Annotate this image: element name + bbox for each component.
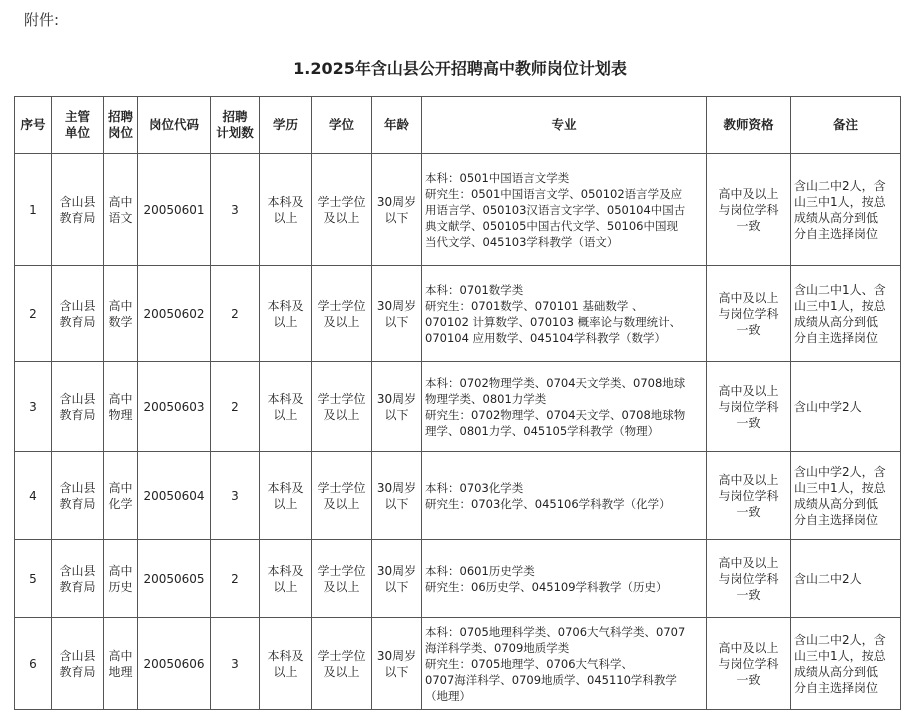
cell-line: 070104 应用数学、045104学科教学（数学）: [425, 330, 666, 345]
cell-degree: [312, 618, 372, 710]
cell-age: [372, 362, 422, 452]
cell-line: 30周岁: [376, 563, 417, 578]
cell-line: 以下: [384, 664, 409, 679]
header-education: 学历: [260, 97, 312, 154]
header-quota: 招聘 计划数: [211, 97, 260, 154]
cell-major: [422, 266, 707, 362]
cell-line: 本科：0705地理科学类、0706大气科学类、0707: [425, 624, 686, 639]
cell-line: 当代文学、045103学科教学（语文）: [425, 234, 619, 249]
cell-line: 本科：0601历史学类: [425, 563, 535, 578]
cell-seq: 4: [15, 452, 52, 540]
cell-line: 含山中学2人: [794, 399, 862, 414]
cell-line: 以上: [273, 579, 298, 594]
cell-line: 及以上: [323, 496, 360, 511]
cell-code: 20050601: [138, 154, 211, 266]
cell-line: 成绩从高分到低: [794, 210, 879, 225]
cell-education: [260, 618, 312, 710]
cell-line: 研究生：0701数学、070101 基础数学 、: [425, 298, 644, 313]
cell-line: 高中及以上: [718, 640, 779, 655]
cell-position: [104, 540, 138, 618]
cell-major: [422, 154, 707, 266]
cell-unit: [52, 540, 104, 618]
cell-line: 山三中1人，按总: [794, 648, 886, 663]
cell-degree: [312, 362, 372, 452]
cell-line: 教育局: [59, 210, 96, 225]
cell-line: 高中及以上: [718, 383, 779, 398]
cell-line: 理学、0801力学、045105学科教学（物理）: [425, 423, 660, 438]
recruitment-plan-table: [14, 96, 901, 710]
header-degree: 学位: [312, 97, 372, 154]
cell-degree: [312, 266, 372, 362]
header-remark: 备注: [791, 97, 901, 154]
cell-line: 本科：0703化学类: [425, 480, 524, 495]
cell-major: [422, 540, 707, 618]
cell-line: 与岗位学科: [718, 656, 779, 671]
cell-line: 一致: [736, 587, 761, 602]
cell-remark: [791, 362, 901, 452]
cell-line: 成绩从高分到低: [794, 496, 879, 511]
cell-line: 研究生：0705地理学、0706大气科学、: [425, 656, 634, 671]
cell-degree: [312, 154, 372, 266]
cell-code: 20050606: [138, 618, 211, 710]
cell-line: 本科及: [267, 480, 304, 495]
cell-line: 高中及以上: [718, 555, 779, 570]
cell-line: 30周岁: [376, 391, 417, 406]
cell-unit: [52, 452, 104, 540]
header-code: 岗位代码: [138, 97, 211, 154]
cell-remark: [791, 154, 901, 266]
cell-line: 学士学位: [317, 648, 366, 663]
cell-line: 海洋科学类、0709地质学类: [425, 640, 570, 655]
cell-position: [104, 154, 138, 266]
cell-line: 含山二中2人，含: [794, 178, 886, 193]
table-row: [15, 452, 901, 540]
cell-quota: 3: [211, 618, 260, 710]
cell-line: 一致: [736, 322, 761, 337]
cell-line: 与岗位学科: [718, 202, 779, 217]
cell-code: 20050605: [138, 540, 211, 618]
cell-line: 教育局: [59, 496, 96, 511]
cell-line: 研究生：06历史学、045109学科教学（历史）: [425, 579, 668, 594]
cell-position: [104, 618, 138, 710]
cell-line: 分自主选择岗位: [794, 330, 879, 345]
cell-line: 教育局: [59, 407, 96, 422]
cell-line: 30周岁: [376, 194, 417, 209]
cell-line: 地理: [108, 664, 133, 679]
cell-seq: 2: [15, 266, 52, 362]
cell-age: [372, 452, 422, 540]
cell-quota: 2: [211, 362, 260, 452]
cell-line: 本科及: [267, 194, 304, 209]
cell-position: [104, 266, 138, 362]
cell-line: 一致: [736, 415, 761, 430]
cell-line: 山三中1人，按总: [794, 480, 886, 495]
cell-line: 研究生：0703化学、045106学科教学（化学）: [425, 496, 671, 511]
cell-line: 本科及: [267, 298, 304, 313]
table-row: [15, 154, 901, 266]
header-unit: 主管 单位: [52, 97, 104, 154]
cell-qualification: [707, 452, 791, 540]
cell-line: 化学: [108, 496, 133, 511]
cell-line: 含山中学2人，含: [794, 464, 886, 479]
cell-education: [260, 452, 312, 540]
cell-education: [260, 154, 312, 266]
cell-seq: 3: [15, 362, 52, 452]
page-title: 1.2025年含山县公开招聘高中教师岗位计划表: [293, 59, 627, 78]
cell-unit: [52, 266, 104, 362]
cell-major: [422, 362, 707, 452]
table-row: [15, 618, 901, 710]
cell-line: 高中: [108, 563, 133, 578]
cell-degree: [312, 452, 372, 540]
cell-unit: [52, 362, 104, 452]
cell-line: 以下: [384, 407, 409, 422]
cell-line: 学士学位: [317, 298, 366, 313]
cell-line: 及以上: [323, 664, 360, 679]
cell-line: 含山县: [59, 298, 96, 313]
cell-qualification: [707, 618, 791, 710]
cell-line: 以上: [273, 664, 298, 679]
cell-remark: [791, 452, 901, 540]
cell-line: 与岗位学科: [718, 306, 779, 321]
cell-age: [372, 154, 422, 266]
table-row: [15, 362, 901, 452]
header-major: 专业: [422, 97, 707, 154]
cell-line: 以上: [273, 314, 298, 329]
header-position: 招聘 岗位: [104, 97, 138, 154]
cell-quota: 3: [211, 154, 260, 266]
cell-line: 以上: [273, 210, 298, 225]
cell-line: 成绩从高分到低: [794, 664, 879, 679]
cell-line: 本科：0702物理学类、0704天文学类、0708地球: [425, 375, 686, 390]
cell-age: [372, 540, 422, 618]
header-row: [15, 97, 901, 154]
cell-line: 成绩从高分到低: [794, 314, 879, 329]
cell-seq: 6: [15, 618, 52, 710]
cell-line: 历史: [108, 579, 133, 594]
cell-line: 以下: [384, 210, 409, 225]
cell-line: 分自主选择岗位: [794, 512, 879, 527]
cell-line: 教育局: [59, 664, 96, 679]
cell-line: 一致: [736, 504, 761, 519]
cell-line: 含山二中2人: [794, 571, 862, 586]
cell-line: 高中及以上: [718, 472, 779, 487]
cell-age: [372, 618, 422, 710]
cell-line: 高中及以上: [718, 186, 779, 201]
cell-line: 高中: [108, 194, 133, 209]
cell-line: 及以上: [323, 579, 360, 594]
cell-line: 以下: [384, 579, 409, 594]
cell-position: [104, 452, 138, 540]
cell-education: [260, 266, 312, 362]
cell-line: 学士学位: [317, 391, 366, 406]
cell-line: 分自主选择岗位: [794, 680, 879, 695]
table-row: [15, 540, 901, 618]
cell-line: 物理学类、0801力学类: [425, 391, 547, 406]
cell-line: 典文献学、050105中国古代文学、50106中国现: [425, 218, 678, 233]
cell-line: 高中及以上: [718, 290, 779, 305]
cell-line: 含山县: [59, 480, 96, 495]
cell-quota: 2: [211, 266, 260, 362]
cell-age: [372, 266, 422, 362]
cell-line: 本科及: [267, 391, 304, 406]
cell-line: 一致: [736, 218, 761, 233]
cell-line: 以下: [384, 496, 409, 511]
cell-line: 及以上: [323, 407, 360, 422]
table-row: [15, 266, 901, 362]
cell-line: 物理: [108, 407, 133, 422]
cell-position: [104, 362, 138, 452]
cell-line: 及以上: [323, 314, 360, 329]
cell-line: 含山二中1人、含: [794, 282, 886, 297]
cell-quota: 2: [211, 540, 260, 618]
cell-unit: [52, 154, 104, 266]
cell-code: 20050604: [138, 452, 211, 540]
cell-seq: 1: [15, 154, 52, 266]
cell-line: 以上: [273, 407, 298, 422]
cell-education: [260, 362, 312, 452]
cell-line: 30周岁: [376, 298, 417, 313]
cell-line: 高中: [108, 298, 133, 313]
cell-line: 高中: [108, 648, 133, 663]
cell-qualification: [707, 154, 791, 266]
cell-line: 与岗位学科: [718, 571, 779, 586]
cell-line: 教育局: [59, 314, 96, 329]
cell-line: 30周岁: [376, 480, 417, 495]
cell-line: 含山县: [59, 391, 96, 406]
cell-line: 山三中1人，按总: [794, 194, 886, 209]
cell-line: 及以上: [323, 210, 360, 225]
cell-major: [422, 452, 707, 540]
cell-degree: [312, 540, 372, 618]
cell-line: 含山二中2人，含: [794, 632, 886, 647]
attachment-label: 附件:: [24, 11, 60, 29]
cell-line: 以下: [384, 314, 409, 329]
cell-line: 含山县: [59, 194, 96, 209]
cell-code: 20050602: [138, 266, 211, 362]
cell-line: 本科：0501中国语言文学类: [425, 170, 570, 185]
cell-line: （地理）: [425, 688, 471, 703]
cell-line: 分自主选择岗位: [794, 226, 879, 241]
cell-seq: 5: [15, 540, 52, 618]
cell-line: 本科及: [267, 648, 304, 663]
cell-line: 高中: [108, 391, 133, 406]
cell-line: 含山县: [59, 648, 96, 663]
cell-quota: 3: [211, 452, 260, 540]
cell-line: 30周岁: [376, 648, 417, 663]
cell-line: 与岗位学科: [718, 488, 779, 503]
cell-unit: [52, 618, 104, 710]
cell-line: 山三中1人，按总: [794, 298, 886, 313]
cell-major: [422, 618, 707, 710]
cell-line: 一致: [736, 672, 761, 687]
cell-line: 本科：0701数学类: [425, 282, 524, 297]
cell-line: 研究生：0501中国语言文学、050102语言学及应: [425, 186, 683, 201]
cell-line: 0707海洋科学、0709地质学、045110学科教学: [425, 672, 677, 687]
cell-line: 学士学位: [317, 563, 366, 578]
header-seq: 序号: [15, 97, 52, 154]
cell-qualification: [707, 540, 791, 618]
cell-line: 以上: [273, 496, 298, 511]
cell-remark: [791, 540, 901, 618]
cell-qualification: [707, 362, 791, 452]
cell-remark: [791, 618, 901, 710]
cell-code: 20050603: [138, 362, 211, 452]
header-age: 年龄: [372, 97, 422, 154]
cell-line: 含山县: [59, 563, 96, 578]
cell-line: 高中: [108, 480, 133, 495]
cell-line: 教育局: [59, 579, 96, 594]
cell-line: 本科及: [267, 563, 304, 578]
cell-line: 070102 计算数学、070103 概率论与数理统计、: [425, 314, 682, 329]
cell-line: 学士学位: [317, 480, 366, 495]
cell-remark: [791, 266, 901, 362]
cell-qualification: [707, 266, 791, 362]
cell-line: 与岗位学科: [718, 399, 779, 414]
header-qualification: 教师资格: [707, 97, 791, 154]
cell-line: 用语言学、050103汉语言文字学、050104中国古: [425, 202, 686, 217]
cell-line: 研究生：0702物理学、0704天文学、0708地球物: [425, 407, 686, 422]
cell-education: [260, 540, 312, 618]
cell-line: 学士学位: [317, 194, 366, 209]
cell-line: 语文: [108, 210, 133, 225]
cell-line: 数学: [108, 314, 133, 329]
